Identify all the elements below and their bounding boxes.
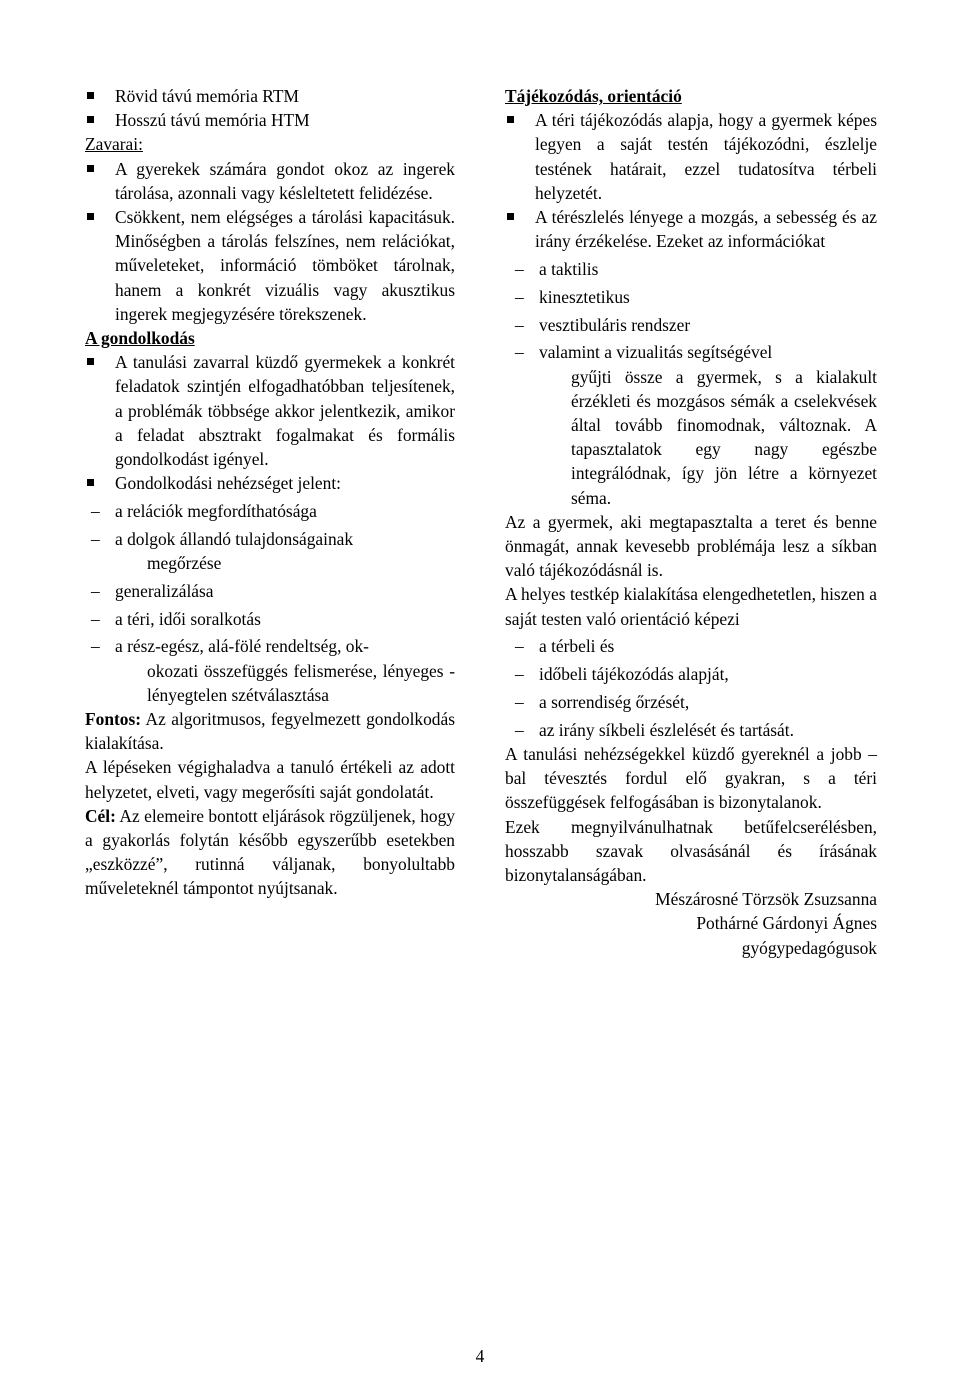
dash-icon: – (91, 501, 100, 522)
dash-icon: – (515, 286, 524, 307)
cel-paragraph: Cél: Az elemeire bontott eljárások rögzüljenek, hogy a gyakorlás folytán később egyszerűbb esetekben „eszközzé”, rutinná váljanak, bonyolultabb műveleteknél támpontot nyújtsanak. (85, 805, 455, 899)
dash-icon: – (515, 259, 524, 280)
dash-item: – az irány síkbeli észlelését és tartását. (515, 718, 877, 742)
right-column (505, 84, 877, 960)
dash-icon: – (91, 528, 100, 549)
dash-item: – a dolgok állandó tulajdonságainak megőrzése (91, 528, 354, 574)
signature-line: Mészárosné Törzsök Zsuzsanna (655, 889, 877, 910)
square-bullet-icon (87, 116, 94, 123)
square-bullet-icon (87, 479, 94, 486)
paragraph: A helyes testkép kialakítása elengedhetetlen, hiszen a saját testen való orientáció képezi (505, 584, 877, 629)
bullet-item: Csökkent, nem elégséges a tárolási kapacitásuk. Minőségben a tárolás felszínes, nem relációkat, műveleteket, információ tömböket tárolnak, hanem a konkrét vizuális vagy akusztikus ingerek megjegyzésére törekszenek. (85, 205, 455, 326)
dash-item: – valamint a vizualitás segítségével gyűjti össze a gyermek, s a kialakult érzékleti és mozgásos sémák a cselekvések által tovább finomodnak, változnak. A tapasztalatok egy nagy egészbe integrálódnak, így jön létre a környezet séma. (515, 342, 877, 508)
square-bullet-icon (87, 165, 94, 172)
dash-item: – a téri, idői soralkotás (91, 607, 455, 631)
dash-icon: – (91, 580, 100, 601)
dash-item: – generalizálása (91, 579, 455, 603)
paragraph: Ezek megnyilvánulhatnak betűfelcserélésben, hosszabb szavak olvasásánál és írásának bizonytalanságában. (505, 816, 877, 886)
bullet-item: Gondolkodási nehézséget jelent: (85, 471, 455, 495)
zavarai-label: Zavarai: (85, 134, 143, 155)
dash-item: – vesztibuláris rendszer (515, 313, 877, 337)
bullet-item: Rövid távú memória RTM (85, 84, 455, 108)
lepeseken-paragraph: A lépéseken végighaladva a tanuló értékeli az adott helyzetet, elveti, vagy megerősíti saját gondolatát. (85, 757, 455, 802)
dash-item: – időbeli tájékozódás alapját, (515, 662, 877, 686)
section-heading-tajekozodas: Tájékozódás, orientáció (505, 86, 682, 106)
bullet-item: A téri tájékozódás alapja, hogy a gyermek képes legyen a saját testén tájékozódni, észlelje testének határait, ezzel tudatosítva térbeli helyzetét. (505, 108, 877, 205)
bullet-item: Hosszú távú memória HTM (85, 108, 455, 132)
section-heading-gondolkodas: A gondolkodás (85, 328, 195, 349)
paragraph: Az a gyermek, aki megtapasztalta a teret és benne önmagát, annak kevesebb problémája lesz a síkban való tájékozódásnál is. (505, 511, 877, 581)
dash-icon: – (515, 342, 524, 363)
dash-item: – a taktilis (515, 257, 877, 281)
dash-icon: – (515, 719, 524, 740)
dash-item: – a sorrendiség őrzését, (515, 690, 877, 714)
dash-icon: – (91, 636, 100, 657)
dash-item: – a térbeli és (515, 634, 877, 658)
bullet-item: A gyerekek számára gondot okoz az ingerek tárolása, azonnali vagy késleltetett felidézése. (85, 157, 455, 205)
square-bullet-icon (507, 213, 514, 220)
bullet-item: A térészlelés lényege a mozgás, a sebesség és az irány érzékelése. Ezeket az információkat (505, 205, 877, 253)
dash-icon: – (515, 664, 524, 685)
dash-item: – a relációk megfordíthatósága (91, 499, 455, 523)
square-bullet-icon (87, 213, 94, 220)
dash-icon: – (91, 608, 100, 629)
fontos-paragraph: Fontos: Az algoritmusos, fegyelmezett gondolkodás kialakítása. (85, 709, 455, 754)
dash-item: – a rész-egész, alá-fölé rendeltség, ok- okozati összefüggés felismerése, lényeges - lényegtelen szétválasztása (91, 636, 455, 705)
signature-line: Pothárné Gárdonyi Ágnes (696, 913, 877, 934)
left-column (85, 84, 455, 901)
square-bullet-icon (507, 116, 514, 123)
page-number: 4 (475, 1346, 485, 1366)
square-bullet-icon (87, 92, 94, 99)
signature-title: gyógypedagógusok (741, 937, 877, 958)
dash-icon: – (515, 636, 524, 657)
dash-icon: – (515, 692, 524, 713)
square-bullet-icon (87, 358, 94, 365)
dash-icon: – (515, 314, 524, 335)
bullet-item: A tanulási zavarral küzdő gyermekek a konkrét feladatok szintjén elfogadhatóbban teljesítenek, a problémák többsége akkor jelentkezik, amikor a feladat absztrakt fogalmakat és formális gondolkodást igényel. (85, 350, 455, 471)
paragraph: A tanulási nehézségekkel küzdő gyereknél a jobb – bal tévesztés fordul elő gyakran, s a téri összefüggések felfogásában is bizonytalanok. (505, 744, 877, 813)
dash-item: – kinesztetikus (515, 285, 877, 309)
